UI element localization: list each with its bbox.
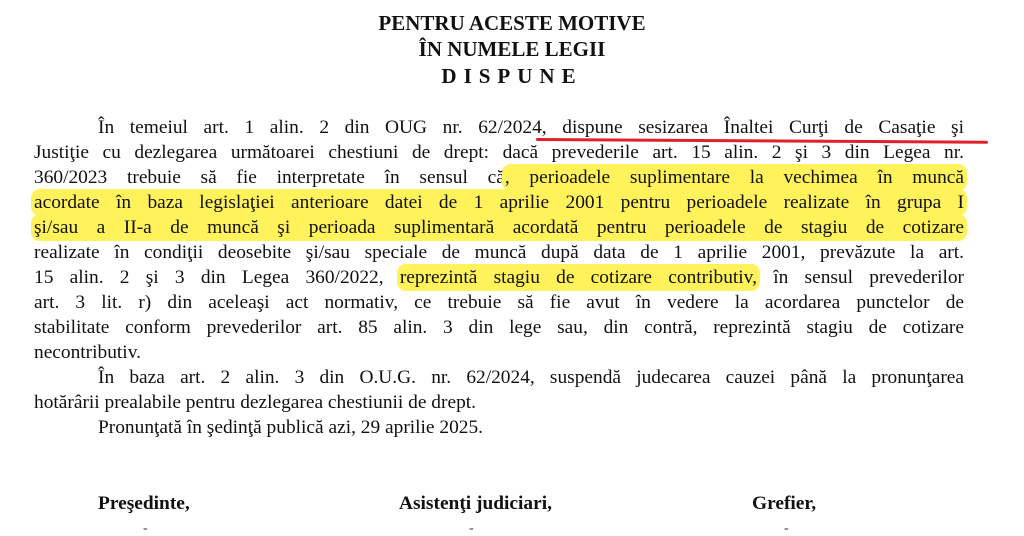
paragraph1-line1-text: În temeiul art. 1 alin. 2 din OUG nr. 62/2024, <box>98 117 563 138</box>
signature-clerk: Grefier, <box>752 493 817 514</box>
paragraph1-line8: art. 3 lit. r) din aceleaşi act normativ, ce trebuie să fie avut în vedere la acordarea punctelor de <box>34 292 964 313</box>
underlined-phrase: dispune sesizarea Înaltei Curţi de Casaţie şi <box>562 117 964 138</box>
pronouncement-line: Pronunţată în şedinţă publică azi, 29 aprilie 2025. <box>98 417 484 438</box>
paragraph1-line7-text: 15 alin. 2 şi 3 din Legea 360/2022, <box>34 267 400 288</box>
paragraph1-line3 <box>34 166 964 190</box>
heading-motives: PENTRU ACESTE MOTIVE <box>378 11 646 35</box>
signature-president: Preşedinte, <box>98 493 190 514</box>
paragraph1-line10: necontributiv. <box>34 342 141 363</box>
paragraph1-line3-text: 360/2023 trebuie să fie interpretate în sensul că <box>34 167 505 188</box>
paragraph1-line5 <box>34 216 964 240</box>
highlighted-line: şi/sau a II-a de muncă şi perioada suplimentară acordată pentru perioadele de stagiu de cotizare <box>34 217 964 238</box>
signature-president-dash: - <box>143 521 148 536</box>
signature-assistants-dash: - <box>469 521 474 536</box>
paragraph1-line2: Justiţie cu dezlegarea următoarei chestiuni de drept: dacă prevederile art. 15 alin. 2 şi 3 din Legea nr. <box>34 142 964 163</box>
highlighted-phrase: , perioadele suplimentare la vechimea în muncă <box>504 167 964 188</box>
highlighted-phrase: reprezintă stagiu de cotizare contributiv, <box>399 267 757 288</box>
highlighted-line: acordate în baza legislaţiei anterioare datei de 1 aprilie 2001 pentru perioadele realizate în grupa I <box>34 192 964 213</box>
signature-clerk-dash: - <box>784 521 789 536</box>
signature-judicial-assistants: Asistenţi judiciari, <box>399 493 552 514</box>
paragraph1-line7-tail: în sensul prevederilor <box>756 267 965 288</box>
heading-name-of-law: ÎN NUMELE LEGII <box>418 37 606 61</box>
paragraph2-line2: hotărârii prealabile pentru dezlegarea chestiunii de drept. <box>34 392 476 413</box>
paragraph1-line4 <box>34 191 964 215</box>
paragraph1-line1 <box>34 116 964 140</box>
paragraph1-line9: stabilitate conform prevederilor art. 85 alin. 3 din lege sau, din contră, reprezintă stagiu de cotizare <box>34 317 964 338</box>
paragraph1-line6: realizate în condiţii deosebite şi/sau speciale de muncă după data de 1 aprilie 2001, prevăzute la art. <box>34 242 964 263</box>
paragraph1-line7 <box>34 266 964 290</box>
heading-dispune: DISPUNE <box>441 64 583 88</box>
paragraph2-line1: În baza art. 2 alin. 3 din O.U.G. nr. 62/2024, suspendă judecarea cauzei până la pronunţarea <box>98 367 964 388</box>
